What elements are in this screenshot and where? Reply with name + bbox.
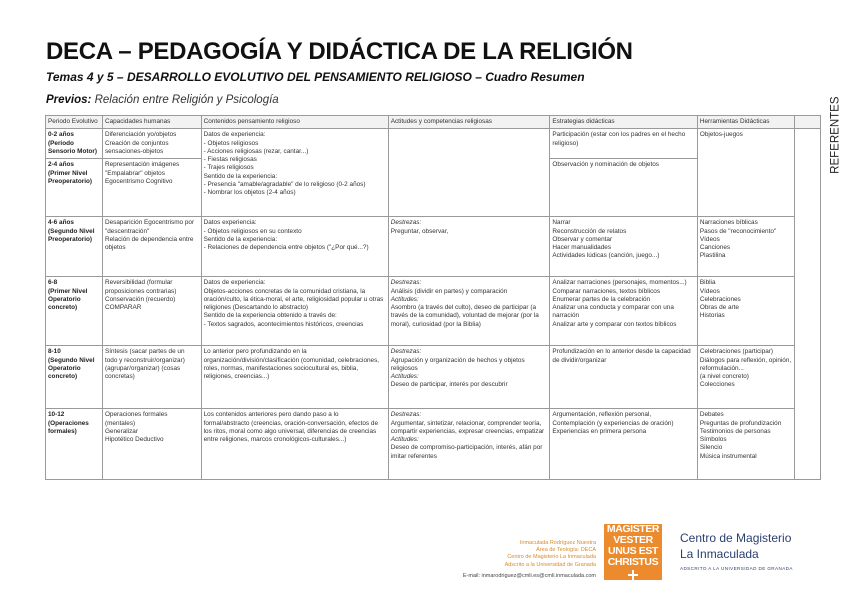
column-header: Periodo Evolutivo bbox=[46, 116, 103, 129]
actitudes-text: Asombro (a través del culto), deseo de participar (a través de la comunidad), voluntad de mejorar (por la moral), curiosidad (por la Biblia) bbox=[390, 304, 539, 328]
logo-line: MAGISTER bbox=[606, 524, 660, 535]
destrezas-label: Destrezas: bbox=[390, 411, 422, 419]
period-cell: 2-4 años (Primer Nivel Preoperatorio) bbox=[46, 159, 103, 217]
actitudes-label: Actitudes: bbox=[390, 373, 419, 381]
cross-icon bbox=[628, 570, 638, 580]
table-row bbox=[46, 217, 821, 277]
contenidos-cell: Lo anterior pero profundizando en la organización/división/clasificación (comunidad, celebraciones, roles, normas, manifestaciones sociocultural es, biblia, religiones, creencias...) bbox=[201, 346, 388, 409]
period-cell: 6-8 (Primer Nivel Operatorio concreto) bbox=[46, 277, 103, 346]
estrategias-cell: Participación (estar con los padres en el hecho religioso) bbox=[550, 129, 697, 159]
destrezas-text: Análisis (dividir en partes) y comparación bbox=[390, 287, 508, 295]
footer-credits bbox=[420, 540, 596, 569]
herramientas-cell: Debates Preguntas de profundización Testimonios de personas Símbolos Silencio Música instrumental bbox=[697, 409, 794, 480]
actitudes-label: Actitudes: bbox=[390, 295, 419, 303]
column-header: Actitudes y competencias religiosas bbox=[388, 116, 550, 129]
herramientas-cell: Narraciones bíblicas Pasos de "reconocimiento" Vídeos Canciones Plastilina bbox=[697, 217, 794, 277]
capacidades-cell: Reversibilidad (formular proposiciones contrarias) Conservación (recuerdo) COMPARAR bbox=[102, 277, 201, 346]
column-header: Herramientas Didácticas bbox=[697, 116, 794, 129]
logo-line: UNUS EST bbox=[608, 545, 658, 557]
previos-text: Relación entre Religión y Psicología bbox=[91, 94, 279, 106]
footer-line: Centro de Magisterio La Inmaculada bbox=[507, 554, 596, 561]
actitudes-label: Actitudes: bbox=[390, 436, 419, 444]
actitudes-cell bbox=[388, 217, 550, 277]
capacidades-cell: Operaciones formales (mentales) Generalizar Hipotético Deductivo bbox=[102, 409, 201, 480]
contenidos-cell: Datos experiencia: - Objetos religiosos en su contexto Sentido de la experiencia: - Relaciones de dependencia entre objetos ("¿Por qué...?) bbox=[201, 217, 388, 277]
capacidades-cell: Desaparición Egocentrismo por "descentración" Relación de dependencia entre objetos bbox=[102, 217, 201, 277]
capacidades-cell: Síntesis (sacar partes de un todo y reconstruir/organizar) (agrupar/organizar) (cosas concretas) bbox=[102, 346, 201, 409]
estrategias-cell: Observación y nominación de objetos bbox=[550, 159, 697, 217]
period-cell: 10-12 (Operaciones formales) bbox=[46, 409, 103, 480]
capacidades-cell: Representación imágenes "Empalabrar" objetos Egocentrismo Cognitivo bbox=[102, 159, 201, 217]
document-subtitle: Temas 4 y 5 – DESARROLLO EVOLUTIVO DEL PENSAMIENTO RELIGIOSO – Cuadro Resumen bbox=[46, 70, 585, 84]
destrezas-text: Preguntar, observar, bbox=[390, 227, 449, 235]
contenidos-cell: Los contenidos anteriores pero dando paso a lo formal/abstracto (creencias, oración-conversación, efectos de los ritos, moral como algo universal, diferencias de creencias entre religiones, marcos cronológicos-culturales...) bbox=[201, 409, 388, 480]
period-cell: 0-2 años (Período Sensorio Motor) bbox=[46, 129, 103, 159]
destrezas-label: Destrezas: bbox=[390, 348, 422, 356]
herramientas-cell: Objetos-juegos bbox=[697, 129, 794, 217]
previos-line bbox=[46, 94, 279, 106]
institution-affiliation: ADSCRITO A LA UNIVERSIDAD DE GRANADA bbox=[680, 566, 793, 571]
column-header: Capacidades humanas bbox=[102, 116, 201, 129]
referentes-label: REFERENTES bbox=[829, 96, 842, 175]
column-header-empty bbox=[794, 116, 821, 129]
actitudes-text: Deseo de participar, interés por descubrir bbox=[390, 381, 508, 389]
actitudes-cell bbox=[388, 277, 550, 346]
contenidos-cell: Datos de experiencia: Objetos-acciones concretas de la comunidad cristiana, la oración/culto, la ética-moral, el arte, religiosidad popular u otras religiones (Descartando lo abstracto) Sentido de la experiencia obtenido a través de: - Textos sagrados, acontecimientos históricos, creencias bbox=[201, 277, 388, 346]
footer-line: Inmaculada Rodríguez Nuestra bbox=[519, 540, 596, 546]
destrezas-text: Agrupación y organización de hechos y objetos religiosos bbox=[390, 356, 525, 372]
destrezas-label: Destrezas: bbox=[390, 279, 422, 287]
actitudes-text: Deseo de compromiso-participación, interés, afán por imitar referentes bbox=[390, 444, 543, 460]
destrezas-text: Argumentar, sintetizar, relacionar, comprender teoría, compartir experiencias, expresar creencias, empatizar bbox=[390, 419, 545, 435]
period-cell: 4-6 años (Segundo Nivel Preoperatorio) bbox=[46, 217, 103, 277]
table-row bbox=[46, 346, 821, 409]
actitudes-cell bbox=[388, 129, 550, 217]
herramientas-cell: Biblia Vídeos Celebraciones Obras de arte Historias bbox=[697, 277, 794, 346]
destrezas-label: Destrezas: bbox=[390, 219, 422, 227]
table-row bbox=[46, 409, 821, 480]
footer-email: E-mail: inmarodriguez@cmli.es@cmli.inmaculada.com bbox=[462, 573, 596, 579]
herramientas-cell: Celebraciones (participar) Diálogos para reflexión, opinión, reformulación... (a nivel concreto) Colecciones bbox=[697, 346, 794, 409]
institution-name: Centro de Magisterio bbox=[680, 531, 792, 545]
period-cell: 8-10 (Segundo Nivel Operatorio concreto) bbox=[46, 346, 103, 409]
logo-line: CHRISTUS bbox=[607, 556, 659, 568]
actitudes-cell bbox=[388, 409, 550, 480]
column-header: Contenidos pensamiento religioso bbox=[201, 116, 388, 129]
referentes-cell bbox=[794, 96, 842, 480]
estrategias-cell: Argumentación, reflexión personal, Contemplación (y experiencias de oración) Experiencias en primera persona bbox=[550, 409, 697, 480]
table-header-row bbox=[46, 116, 821, 129]
institution-subtitle: La Inmaculada bbox=[680, 547, 759, 561]
previos-label: Previos: bbox=[46, 94, 92, 106]
estrategias-cell: Narrar Reconstrucción de relatos Observar y comentar Hacer manualidades Actividades lúdicas (canción, juego...) bbox=[550, 217, 697, 277]
footer-line: Área de Teología: DECA bbox=[536, 547, 596, 554]
actitudes-cell bbox=[388, 346, 550, 409]
footer-line: Adscrito a la Universidad de Granada bbox=[504, 561, 596, 568]
contenidos-cell: Datos de experiencia: - Objetos religiosos - Acciones religiosas (rezar, cantar...) - Fiestas religiosas - Trajes religiosos Sentido de la experiencia: - Presencia "amable/agradable" de lo religioso (0-2 años) - Nombrar los objetos (2-4 años) bbox=[201, 129, 388, 217]
table-row bbox=[46, 277, 821, 346]
table-row bbox=[46, 129, 821, 159]
estrategias-cell: Profundización en lo anterior desde la capacidad de dividir/organizar bbox=[550, 346, 697, 409]
document-title: DECA – PEDAGOGÍA Y DIDÁCTICA DE LA RELIGIÓN bbox=[46, 38, 633, 65]
capacidades-cell: Diferenciación yo/objetos Creación de conjuntos sensaciones-objetos bbox=[102, 129, 201, 159]
column-header: Estrategias didácticas bbox=[550, 116, 697, 129]
estrategias-cell: Analizar narraciones (personajes, momentos...) Comparar narraciones, textos bíblicos Enumerar partes de la celebración Analizar una conducta y comparar con una narración Analizar arte y comparar con textos bíblicos bbox=[550, 277, 697, 346]
logo-line: VESTER bbox=[613, 534, 653, 546]
